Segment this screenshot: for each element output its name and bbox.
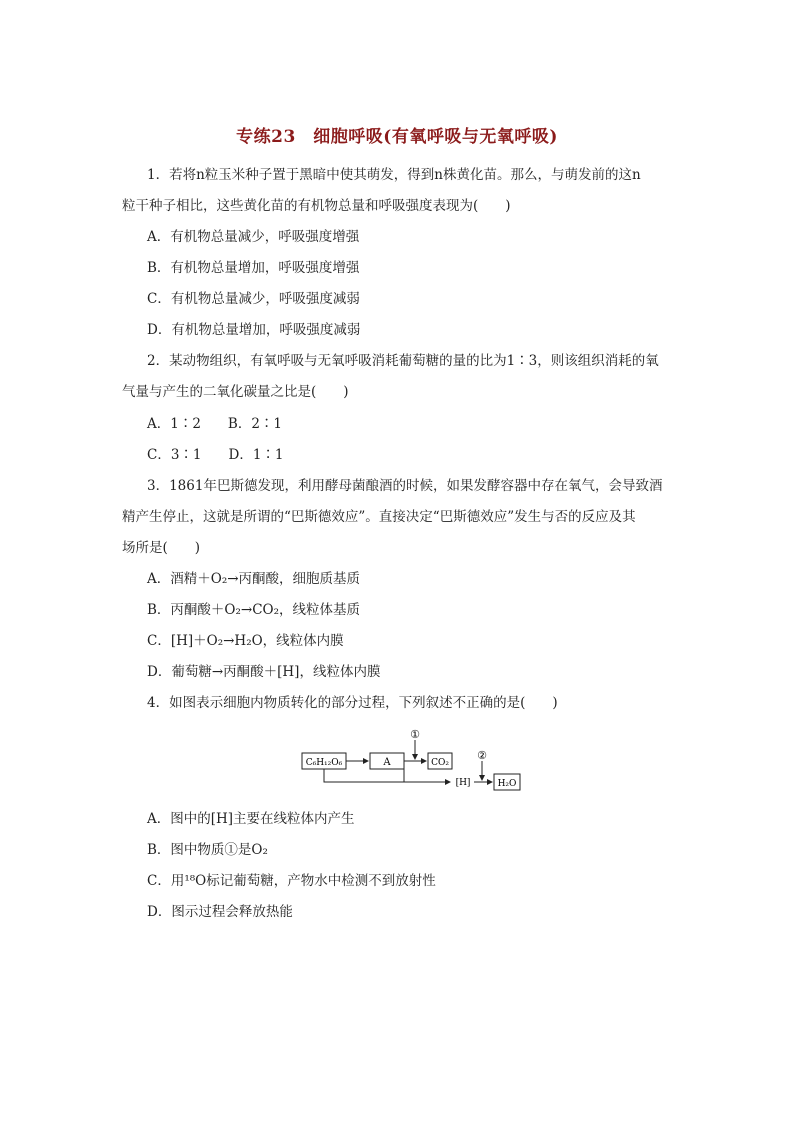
question-3-line-1: 3．1861年巴斯德发现，利用酵母菌酿酒的时候，如果发酵容器中存在氧气，会导致酒 [147,478,663,494]
question-1-option-a: A．有机物总量减少，呼吸强度增强 [147,229,360,245]
h2o-label: H₂O [497,779,517,789]
question-4-option-a: A．图中的[H]主要在线粒体内产生 [147,811,355,827]
mark-2: ② [477,749,487,762]
lower-branch-line [324,769,448,782]
question-1-option-d: D．有机物总量增加，呼吸强度减弱 [147,322,361,338]
mark-1: ① [410,728,420,741]
question-3-option-c: C．[H]＋O₂→H₂O，线粒体内膜 [147,633,344,649]
question-3-option-a: A．酒精＋O₂→丙酮酸，细胞质基质 [147,571,361,587]
question-4-option-c: C．用¹⁸O标记葡萄糖，产物水中检测不到放射性 [147,873,436,889]
question-4-line-1: 4．如图表示细胞内物质转化的部分过程，下列叙述不正确的是( ) [147,695,558,711]
question-4-option-d: D．图示过程会释放热能 [147,904,293,920]
question-1-option-b: B．有机物总量增加，呼吸强度增强 [147,260,360,276]
question-1-option-c: C．有机物总量减少，呼吸强度减弱 [147,291,360,307]
a-label: A [383,757,391,768]
question-4-option-b: B．图中物质①是O₂ [147,842,268,858]
question-2-line-2: 气量与产生的二氧化碳量之比是( ) [122,384,349,400]
question-2-options-row-2: C．3∶1 D．1∶1 [147,447,284,463]
question-3-line-3: 场所是( ) [122,540,201,556]
question-1-line-1: 1．若将n粒玉米种子置于黑暗中使其萌发，得到n株黄化苗。那么，与萌发前的这n [147,167,641,183]
question-2-line-1: 2．某动物组织，有氧呼吸与无氧呼吸消耗葡萄糖的量的比为1∶3，则该组织消耗的氧 [147,353,659,369]
metabolism-diagram [300,726,530,794]
question-3-option-d: D．葡萄糖→丙酮酸＋[H]，线粒体内膜 [147,664,381,680]
question-3-option-b: B．丙酮酸＋O₂→CO₂，线粒体基质 [147,602,361,618]
page-title: 专练23 细胞呼吸(有氧呼吸与无氧呼吸) [236,127,558,147]
question-3-line-2: 精产生停止，这就是所谓的“巴斯德效应”。直接决定“巴斯德效应”发生与否的反应及其 [122,509,636,525]
question-1-line-2: 粒干种子相比，这些黄化苗的有机物总量和呼吸强度表现为( ) [122,198,511,214]
glucose-label: C₆H₁₂O₆ [305,758,343,768]
co2-label: CO₂ [431,758,449,768]
h-label: [H] [455,778,471,788]
question-2-options-row-1: A．1∶2 B．2∶1 [147,416,283,432]
